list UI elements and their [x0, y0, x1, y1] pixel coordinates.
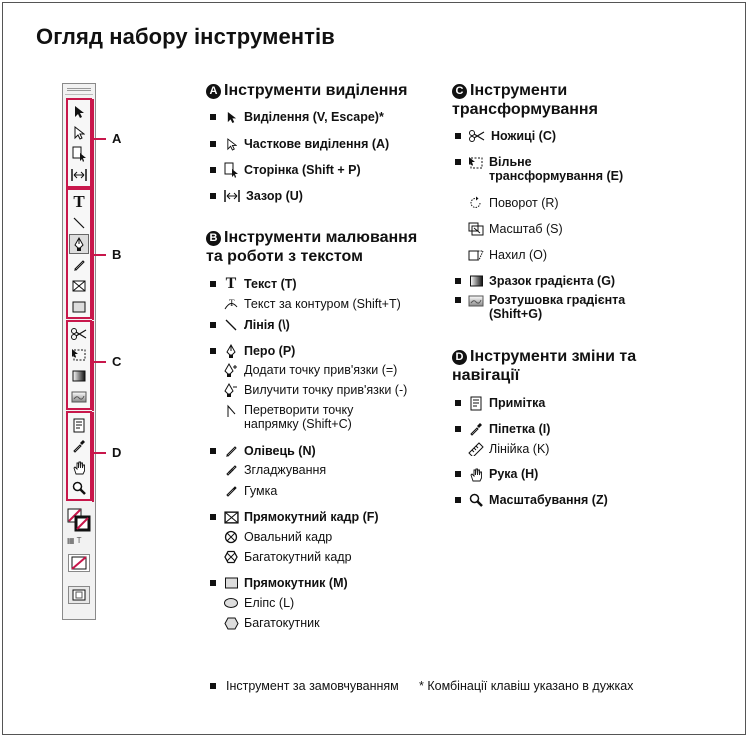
tool-item-line: Лінія (\) [210, 317, 290, 333]
gradient-swatch-icon [468, 273, 484, 289]
group-d-label: D [112, 445, 122, 460]
toolbox-group-b [66, 188, 92, 319]
convert-direction-icon [223, 403, 239, 419]
pencil-icon [223, 443, 239, 459]
tool-item-ellipse: Еліпс (L) [223, 595, 294, 611]
tool-item-gradient-swatch: Зразок градієнта (G) [455, 273, 615, 289]
group-b-label: B [112, 247, 122, 262]
default-tool-bullet [455, 133, 461, 139]
type-icon: T [225, 275, 237, 292]
tool-item-direct-selection: Часткове виділення (A) [210, 136, 389, 152]
eyedropper-icon[interactable] [69, 436, 89, 456]
toolbox-group-c [66, 320, 92, 410]
footer-shortcut-note: * Комбінації клавіш указано в дужках [419, 679, 634, 693]
tool-item-free-transform: Вільне трансформування (E) [455, 155, 623, 183]
tool-item-convert-direction: Перетворити точку напрямку (Shift+C) [223, 403, 353, 431]
group-c-label: C [112, 354, 122, 369]
polygon-frame-icon [223, 549, 239, 565]
tool-item-pen: Перо (P) [210, 343, 295, 359]
measure-icon [468, 441, 484, 457]
default-tool-bullet [455, 278, 461, 284]
tool-item-zoom: Масштабування (Z) [455, 492, 608, 508]
toolbox-grip[interactable] [65, 86, 93, 95]
section-b-badge: B [206, 231, 221, 246]
default-tool-bullet [455, 497, 461, 503]
tool-item-rotate: Поворот (R) [468, 195, 559, 211]
section-d-heading: D Інструменти зміни та навігації [452, 348, 637, 384]
svg-text:T: T [229, 298, 235, 308]
default-tool-bullet [210, 193, 216, 199]
zoom-icon [468, 492, 484, 508]
smooth-icon [223, 462, 239, 478]
scissors-icon [468, 128, 486, 144]
default-tool-bullet [210, 448, 216, 454]
tool-item-polygon: Багатокутник [223, 615, 320, 631]
section-c-heading: C Інструменти трансформування [452, 82, 598, 118]
group-d-connector [92, 452, 106, 454]
line-icon[interactable] [69, 213, 89, 233]
ellipse-frame-icon [223, 529, 239, 545]
gap-tool-icon[interactable] [69, 165, 89, 185]
tool-item-rectangle-frame: Прямокутний кадр (F) [210, 509, 379, 525]
default-tool-bullet [210, 141, 216, 147]
group-c-connector [92, 361, 106, 363]
group-c-bracket [92, 321, 94, 411]
section-d-badge: D [452, 350, 467, 365]
group-b-connector [92, 254, 106, 256]
default-tool-bullet [210, 514, 216, 520]
eyedropper-icon [468, 421, 484, 437]
section-a-heading: A Інструменти виділення [206, 81, 407, 100]
default-tool-bullet [210, 322, 216, 328]
erase-icon [223, 483, 239, 499]
tool-item-smooth: Згладжування [223, 462, 326, 478]
rectangle-frame-icon [223, 509, 239, 525]
pen-icon [223, 343, 239, 359]
pen-icon[interactable] [69, 234, 89, 254]
page-tool-icon [223, 162, 239, 178]
pencil-icon[interactable] [69, 255, 89, 275]
free-transform-icon[interactable] [69, 345, 89, 365]
type-on-path-icon [223, 296, 239, 312]
default-tool-bullet [455, 400, 461, 406]
tool-item-note: Примітка [455, 395, 545, 411]
gradient-feather-icon [468, 293, 484, 309]
scale-icon [468, 221, 484, 237]
rectangle-icon[interactable] [69, 297, 89, 317]
tool-item-delete-anchor: Вилучити точку прив'язки (-) [223, 382, 407, 398]
tool-item-scissors: Ножиці (C) [455, 128, 556, 144]
view-mode-icon[interactable] [68, 586, 90, 604]
add-anchor-icon [223, 362, 239, 378]
tool-item-pencil: Олівець (N) [210, 443, 316, 459]
tool-item-eyedropper: Піпетка (I) [455, 421, 550, 437]
page-title: Огляд набору інструментів [36, 24, 335, 49]
default-tool-bullet [210, 167, 216, 173]
formatting-affects-icon[interactable]: ▦ T [67, 536, 82, 545]
hand-icon [468, 466, 484, 482]
group-a-connector [92, 138, 106, 140]
default-tool-bullet [210, 683, 216, 689]
tool-item-scale: Масштаб (S) [468, 221, 563, 237]
direct-selection-icon [223, 136, 239, 152]
default-tool-bullet [210, 580, 216, 586]
toolbox-panel [62, 83, 96, 620]
rectangle-frame-icon[interactable] [69, 276, 89, 296]
tool-item-measure: Лінійка (K) [468, 441, 549, 457]
apply-none-icon[interactable] [68, 554, 90, 572]
free-transform-icon [468, 155, 484, 171]
tool-item-ellipse-frame: Овальний кадр [223, 529, 332, 545]
note-icon[interactable] [69, 415, 89, 435]
tool-item-hand: Рука (H) [455, 466, 538, 482]
tool-item-type-on-path: T Текст за контуром (Shift+T) [223, 296, 401, 312]
toolbox-group-a [66, 98, 92, 188]
hand-icon[interactable] [69, 457, 89, 477]
page-tool-icon[interactable] [69, 144, 89, 164]
default-tool-bullet [210, 114, 216, 120]
selection-arrow-icon[interactable] [69, 102, 89, 122]
tool-item-rectangle: Прямокутник (M) [210, 575, 348, 591]
tool-item-page: Сторінка (Shift + P) [210, 162, 361, 178]
footer-legend-default: Інструмент за замовчуванням [210, 679, 399, 693]
tool-item-shear: Нахил (O) [468, 247, 547, 263]
rotate-icon [468, 195, 484, 211]
default-tool-bullet [455, 297, 461, 303]
gradient-feather-icon[interactable] [69, 387, 89, 407]
selection-arrow-icon [223, 109, 239, 125]
tool-item-type: T Текст (T) [210, 276, 297, 292]
gradient-swatch-icon[interactable] [69, 366, 89, 386]
rectangle-icon [223, 575, 239, 591]
polygon-icon [223, 615, 239, 631]
ellipse-icon [223, 595, 239, 611]
section-a-badge: A [206, 84, 221, 99]
delete-anchor-icon [223, 382, 239, 398]
default-tool-bullet [210, 348, 216, 354]
tool-item-gradient-feather: Розтушовка градієнта (Shift+G) [455, 293, 625, 321]
toolbox-group-d [66, 411, 92, 501]
tool-item-add-anchor: Додати точку прив'язки (=) [223, 362, 397, 378]
section-b-heading: B Інструменти малювання та роботи з текстом [206, 229, 418, 265]
section-c-badge: C [452, 84, 467, 99]
type-icon[interactable]: T [73, 192, 85, 211]
tool-item-gap: Зазор (U) [210, 188, 303, 204]
group-a-bracket [92, 99, 94, 189]
fill-stroke-icon[interactable] [67, 508, 91, 537]
shear-icon [468, 247, 484, 263]
default-tool-bullet [455, 426, 461, 432]
tool-item-erase: Гумка [223, 483, 277, 499]
default-tool-bullet [455, 159, 461, 165]
line-icon [223, 317, 239, 333]
tool-item-selection: Виділення (V, Escape)* [210, 109, 384, 125]
group-a-label: A [112, 131, 122, 146]
default-tool-bullet [210, 281, 216, 287]
scissors-icon[interactable] [69, 324, 89, 344]
direct-selection-icon[interactable] [69, 123, 89, 143]
gap-tool-icon [223, 188, 241, 204]
zoom-icon[interactable] [69, 478, 89, 498]
group-d-bracket [92, 412, 94, 502]
tool-item-polygon-frame: Багатокутний кадр [223, 549, 352, 565]
default-tool-bullet [455, 471, 461, 477]
note-icon [468, 395, 484, 411]
